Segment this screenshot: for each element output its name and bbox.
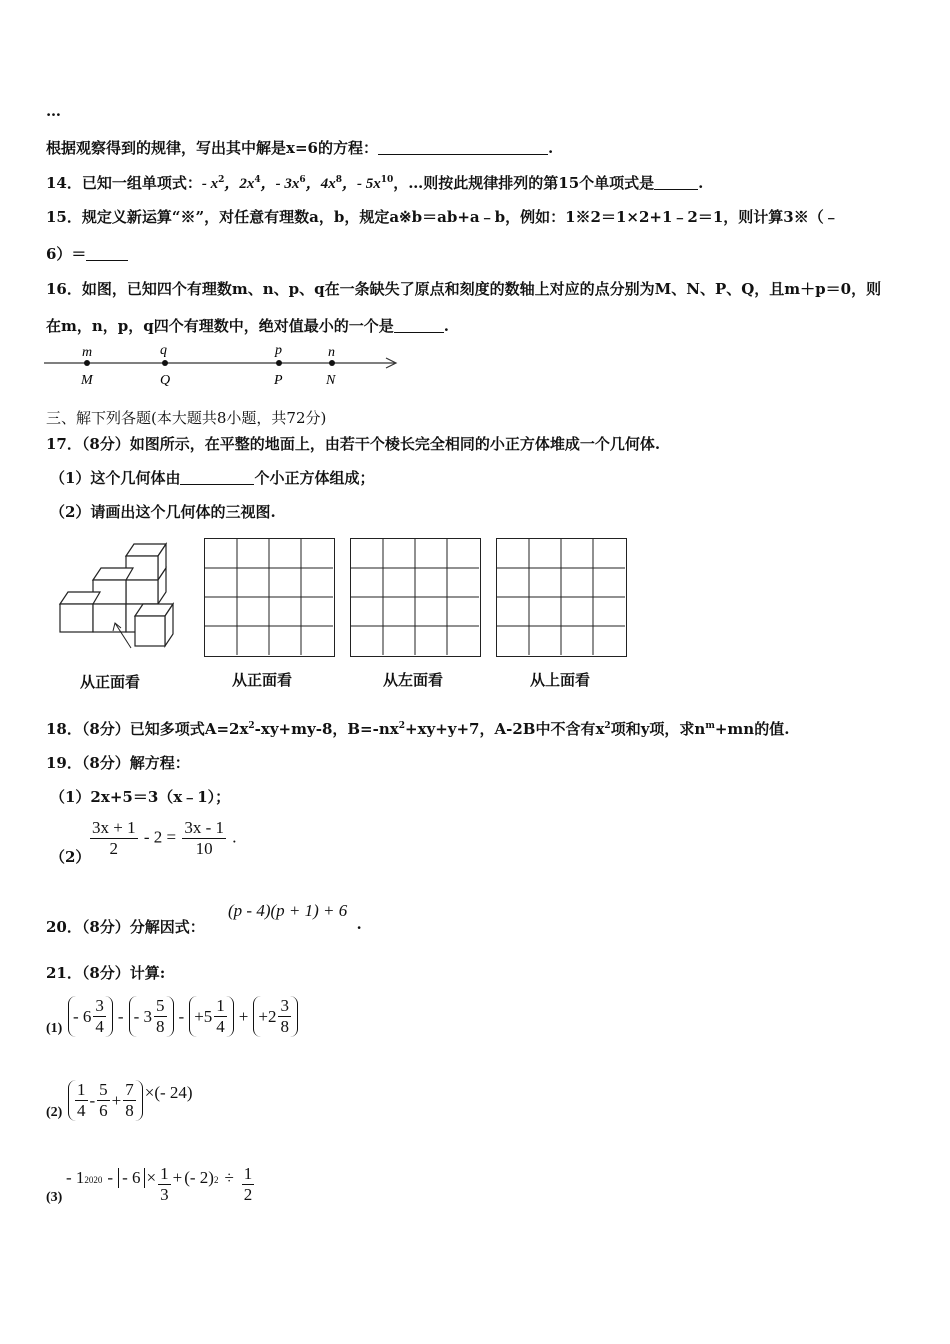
label-p: p — [275, 343, 282, 358]
q21-part3-expression: - 1 2020 - - 6 × $\frac{1}{3}$ + (- 2) 2 ÷ $\frac{1}{2}$ — [66, 1164, 253, 1204]
caption-top: 从上面看 — [530, 671, 591, 689]
label-q: q — [160, 343, 167, 358]
q20-end: . — [357, 914, 362, 933]
label-N: N — [326, 373, 336, 388]
q16-line1: 16．如图，已知四个有理数m、n、p、q在一条缺失了原点和刻度的数轴上对应的点分别为M、N、P、Q，且m＋p＝0，则 — [46, 280, 882, 298]
q19-part2-label: （2） — [50, 848, 91, 866]
q19-part1: （1）2x+5＝3（x﹣1）； — [50, 788, 231, 806]
point-q — [162, 360, 168, 366]
q15-line2: 6）＝ — [46, 243, 128, 264]
point-p — [276, 360, 282, 366]
grid-left-view[interactable] — [350, 538, 481, 657]
q17-part2: （2）请画出这个几何体的三视图. — [50, 503, 276, 521]
q21-stem: 21．（8分）计算: — [46, 964, 166, 982]
q18: 18．（8分）已知多项式$A=2x^2-xy+my-8$，$B=-nx^2+xy+y+7$，A-2B中不含有$x^2$项和y项，求$n^m+mn$的值. — [46, 720, 790, 738]
caption-figure: 从正面看 — [80, 673, 141, 691]
label-M: M — [81, 373, 93, 388]
point-n — [329, 360, 335, 366]
number-line — [40, 340, 410, 390]
q17-stem: 17．（8分）如图所示，在平整的地面上，由若干个棱长完全相同的小正方体堆成一个几何体. — [46, 435, 661, 453]
q14: 14．已知一组单项式：- $x^2$，$2x^4$，- $3x^6$，$4x^8$，- $5x^{10}$，…则按此规律排列的第15个单项式是 . — [46, 174, 704, 192]
q20-stem: 20．（8分）分解因式： — [46, 918, 205, 936]
caption-front: 从正面看 — [232, 671, 293, 689]
q13-tail: 根据观察得到的规律，写出其中解是x=6的方程： . — [46, 139, 554, 157]
point-m — [84, 360, 90, 366]
label-P: P — [274, 373, 283, 388]
q19-equation: $\frac{3x + 1}{2}$ - 2 = $\frac{3x - 1}{10}$ . — [92, 818, 237, 858]
label-Q: Q — [160, 373, 171, 388]
caption-left: 从左面看 — [383, 671, 444, 689]
grid-front-view[interactable] — [204, 538, 335, 657]
cube-stack-figure — [55, 538, 180, 670]
grid-top-view[interactable] — [496, 538, 627, 657]
q20-expression: (p - 4)(p + 1) + 6 — [228, 901, 348, 920]
q15-line1: 15．规定义新运算“※”，对任意有理数a，b，规定a※b＝ab+a﹣b，例如：1※2＝1×2+1﹣2＝1，则计算3※（﹣ — [46, 208, 839, 226]
label-n: n — [328, 345, 335, 360]
q21-part2-label: (2) — [46, 1105, 63, 1120]
q21-part2-expression: $\frac{1}{4}$ - $\frac{5}{6}$ + $\frac{7}{8}$ ×(- 24) — [66, 1080, 193, 1121]
q21-part3-label: (3) — [46, 1190, 63, 1205]
label-m: m — [82, 345, 93, 360]
section-3-heading: 三、解下列各题(本大题共8小题，共72分) — [46, 409, 327, 427]
q21-part1-label: (1) — [46, 1021, 63, 1036]
ellipsis: … — [46, 102, 61, 120]
q16-line2: 在m，n，p，q四个有理数中，绝对值最小的一个是 . — [46, 317, 449, 335]
q17-part1: （1）这个几何体由 个小正方体组成； — [50, 469, 375, 487]
q21-part1-expression: - 6 $\frac{3}{4}$ - - 3 $\frac{5}{8}$ - +5 $\frac{1}{4}$ + +2 $\frac{3}{8}$ — [66, 996, 300, 1037]
q19-stem: 19．（8分）解方程： — [46, 754, 190, 772]
